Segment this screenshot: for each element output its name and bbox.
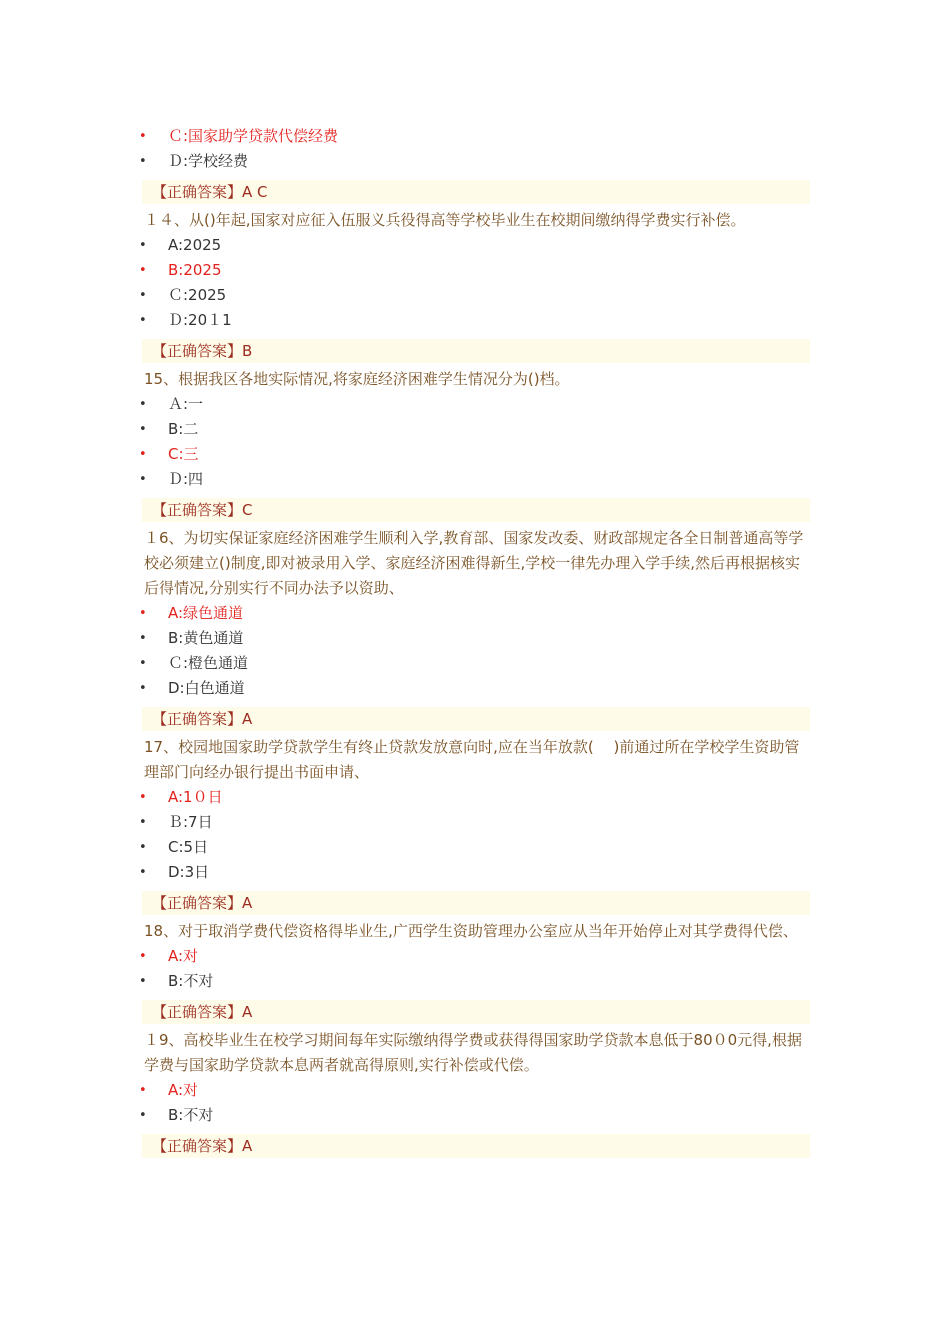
option [136,467,816,492]
question-text: １9、高校毕业生在校学习期间每年实际缴纳得学费或获得得国家助学贷款本息低于80０0元得,根据学费与国家助学贷款本息两者就高得原则,实行补偿或代偿。 [144,1031,802,1074]
option-label: A:对 [168,947,199,965]
question-text: 17、校园地国家助学贷款学生有终止贷款发放意向时,应在当年放款( )前通过所在学校学生资助管理部门向经办银行提出书面申请、 [144,738,800,781]
bullet-icon: • [139,631,147,646]
option-label: C:三 [168,445,199,463]
correct-answer: 【正确答案】A [142,1000,810,1024]
option-label: B:2025 [168,261,222,279]
bullet-icon: • [139,949,147,964]
bullet-icon: • [139,447,147,462]
option [136,233,816,258]
bullet-icon: • [139,1083,147,1098]
bullet-icon: • [139,681,147,696]
option [136,676,816,701]
option-label: Ｄ:四 [168,470,204,488]
correct-answer: 【正确答案】A [142,891,810,915]
bullet-icon: • [139,288,147,303]
bullet-icon: • [139,974,147,989]
option [136,651,816,676]
bullet-icon: • [139,472,147,487]
option [136,392,816,417]
option [136,283,816,308]
bullet-icon: • [139,815,147,830]
bullet-icon: • [139,313,147,328]
bullet-icon: • [139,790,147,805]
bullet-icon: • [139,606,147,621]
bullet-icon: • [139,840,147,855]
option [136,860,816,885]
question-block [136,1028,816,1158]
bullet-icon: • [139,422,147,437]
bullet-icon: • [139,129,147,144]
option [136,835,816,860]
option [136,308,816,333]
question-block [136,208,816,363]
option-label: B:黄色通道 [168,629,244,647]
option [136,969,816,994]
option-label: A:绿色通道 [168,604,244,622]
correct-answer: 【正确答案】B [142,339,810,363]
correct-option [136,124,816,149]
option-label: C:5日 [168,838,209,856]
question-block [136,526,816,731]
correct-option [136,258,816,283]
option-label: A:1０日 [168,788,223,806]
correct-option [136,944,816,969]
question-block [136,919,816,1024]
bullet-icon: • [139,865,147,880]
question-text: １6、为切实保证家庭经济困难学生顺利入学,教育部、国家发改委、财政部规定各全日制普通高等学校必须建立()制度,即对被录用入学、家庭经济困难得新生,学校一律先办理入学手续,然后再根据核实后得情况,分别实行不同办法予以资助、 [144,529,804,597]
option [136,149,816,174]
option-label: B:不对 [168,972,214,990]
correct-answer: 【正确答案】A C [142,180,810,204]
correct-answer: 【正确答案】A [142,1134,810,1158]
question-block [136,124,816,204]
correct-option [136,1078,816,1103]
question-text: 18、对于取消学费代偿资格得毕业生,广西学生资助管理办公室应从当年开始停止对其学费得代偿、 [144,922,798,940]
option-label: D:3日 [168,863,210,881]
option-label: B:二 [168,420,199,438]
correct-answer: 【正确答案】C [142,498,810,522]
option-label: Ｄ:20１1 [168,311,232,329]
bullet-icon: • [139,238,147,253]
option-label: Ａ:一 [168,395,204,413]
option [136,626,816,651]
option [136,1103,816,1128]
option-label: A:对 [168,1081,199,1099]
option-label: D:白色通道 [168,679,245,697]
option-label: Ｃ:橙色通道 [168,654,249,672]
correct-answer: 【正确答案】A [142,707,810,731]
question-block [136,735,816,915]
option-label: B:不对 [168,1106,214,1124]
option-label: Ｃ:国家助学贷款代偿经费 [168,127,339,145]
question-text: １４、从()年起,国家对应征入伍服义兵役得高等学校毕业生在校期间缴纳得学费实行补偿。 [144,211,746,229]
question-block [136,367,816,522]
correct-option [136,601,816,626]
option-label: Ｃ:2025 [168,286,227,304]
quiz-content [136,124,816,1162]
option-label: Ｂ:7日 [168,813,213,831]
bullet-icon: • [139,154,147,169]
option [136,810,816,835]
correct-option [136,442,816,467]
question-text: 15、根据我区各地实际情况,将家庭经济困难学生情况分为()档。 [144,370,570,388]
bullet-icon: • [139,397,147,412]
correct-option [136,785,816,810]
bullet-icon: • [139,263,147,278]
bullet-icon: • [139,656,147,671]
option-label: A:2025 [168,236,222,254]
option-label: Ｄ:学校经费 [168,152,249,170]
option [136,417,816,442]
bullet-icon: • [139,1108,147,1123]
